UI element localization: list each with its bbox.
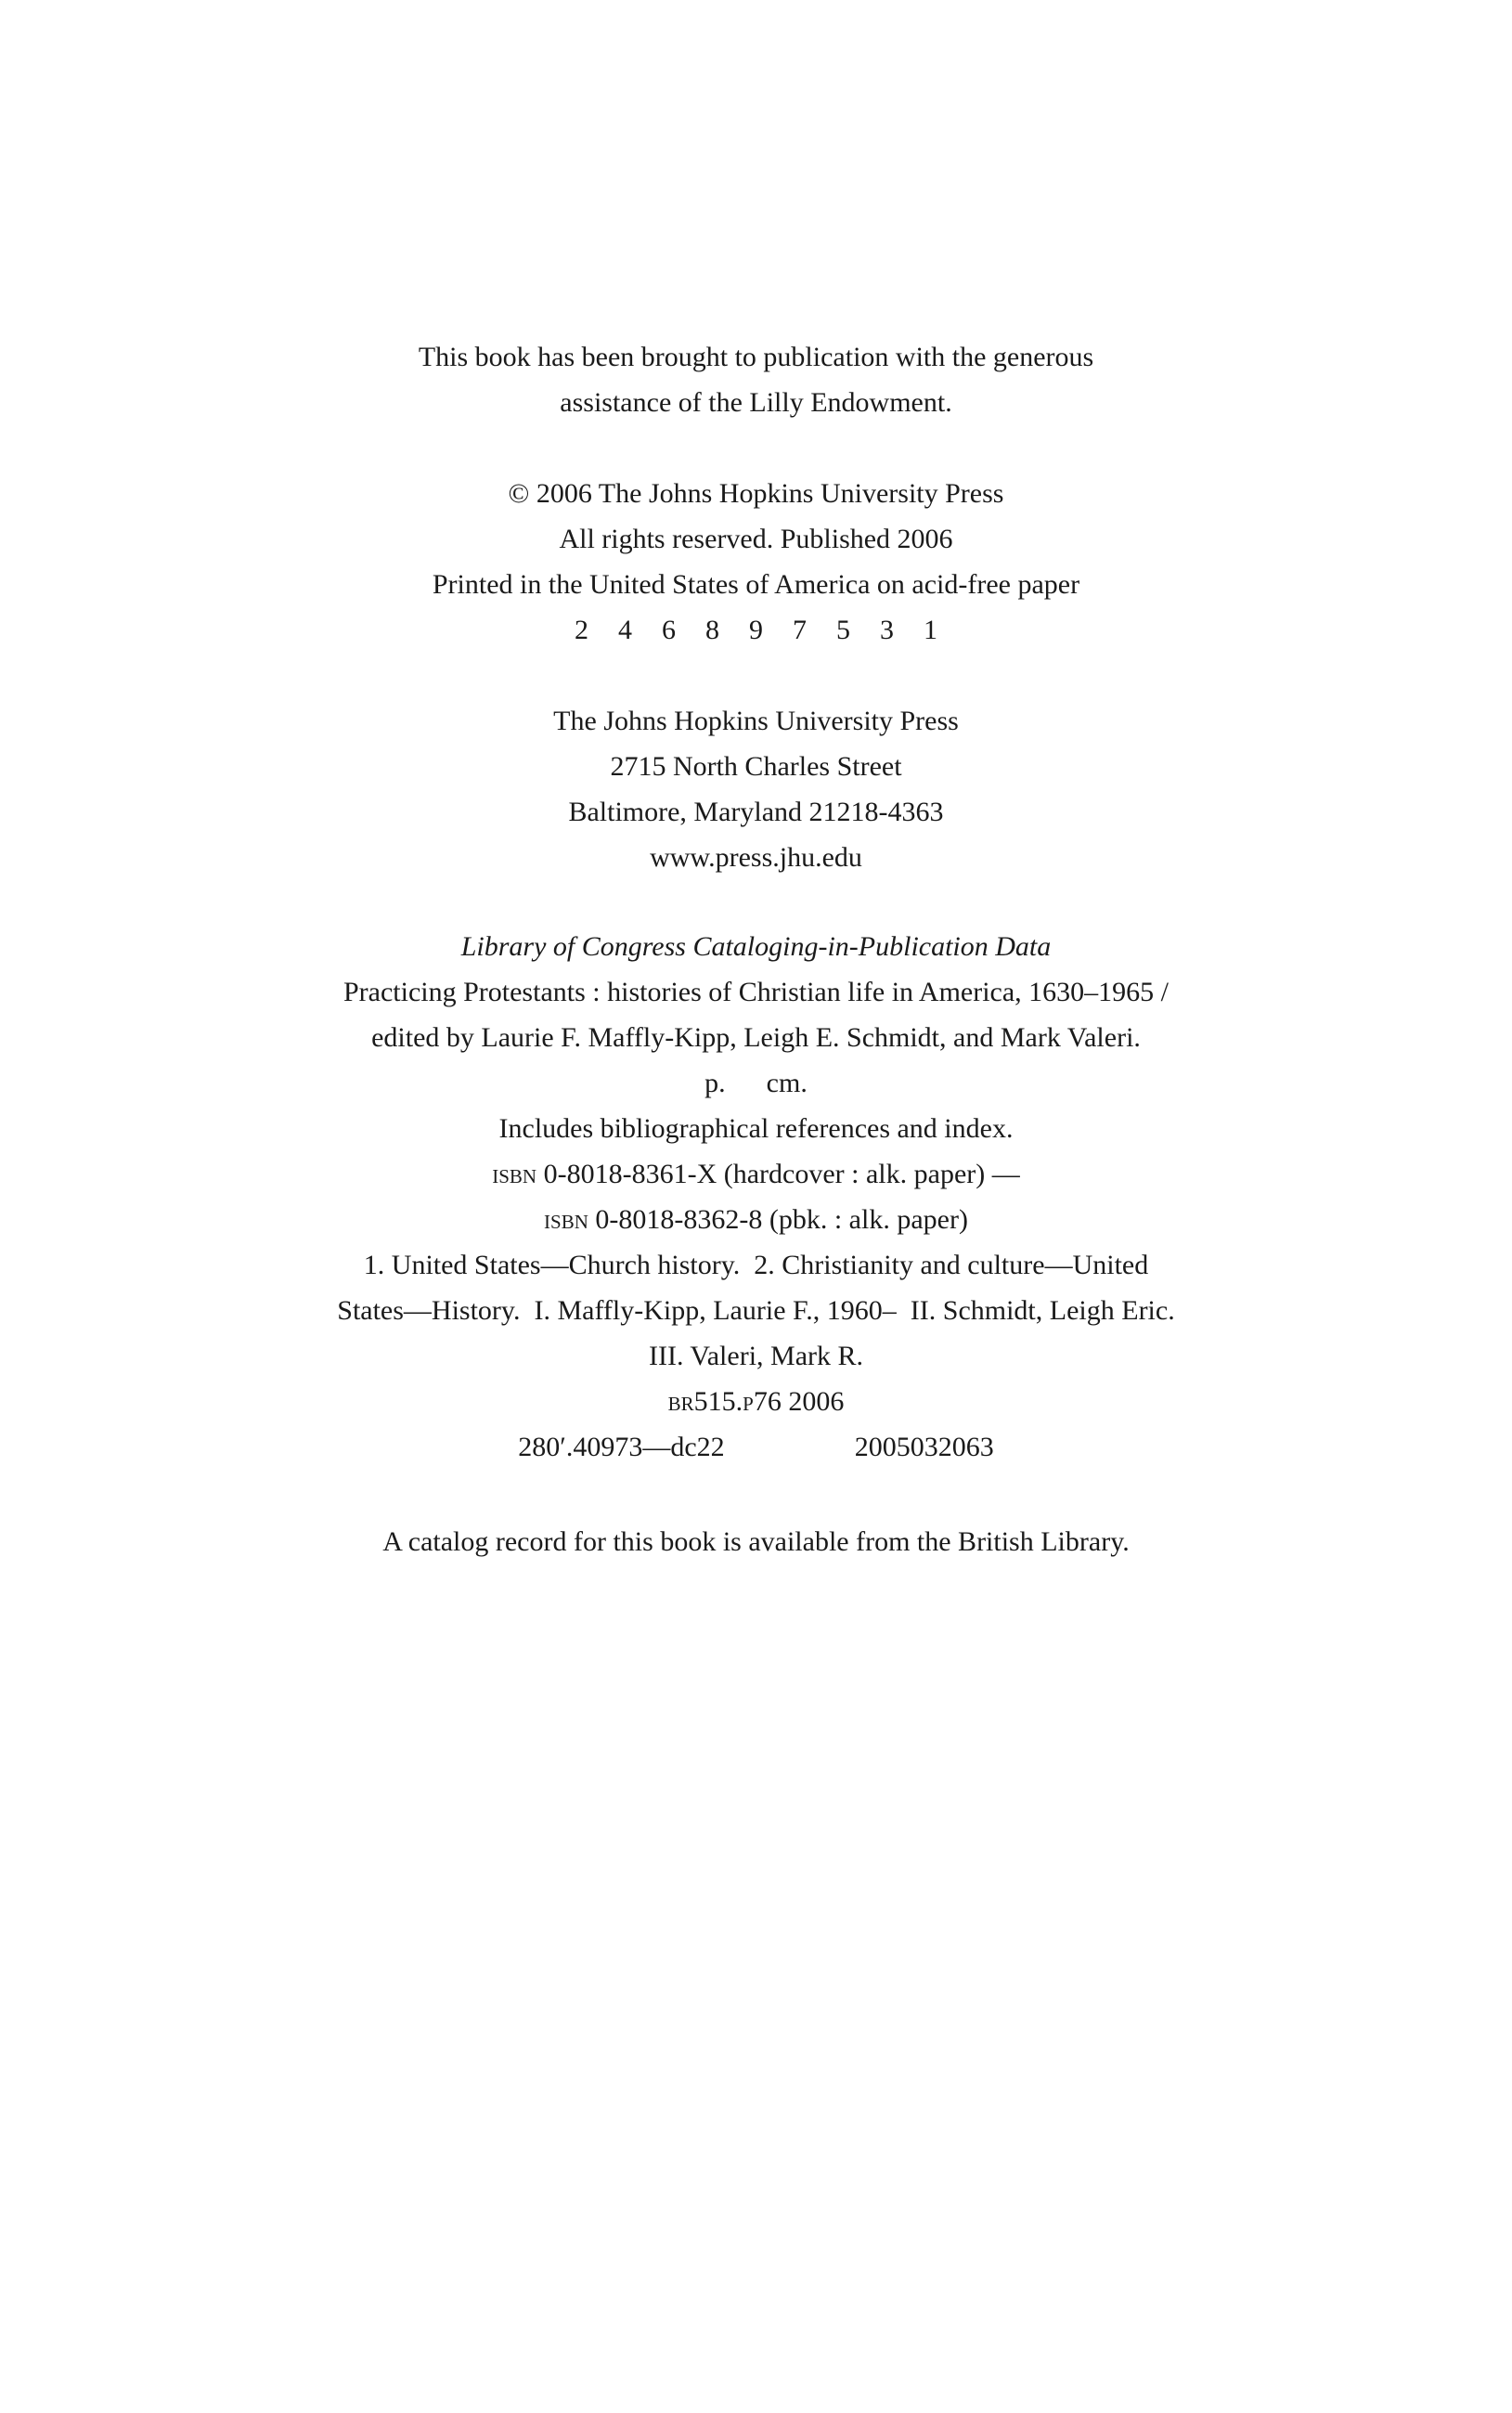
copyright-section: [0, 471, 1512, 653]
rights-statement: All rights reserved. Published 2006: [559, 524, 953, 554]
copyright-notice: © 2006 The Johns Hopkins University Press: [508, 478, 1004, 509]
printer-key-digit: 6: [662, 615, 676, 645]
printing-statement: Printed in the United States of America on acid-free paper: [432, 569, 1080, 600]
cip-notes: Includes bibliographical references and index.: [498, 1113, 1014, 1144]
cip-physical-pages: p.: [704, 1068, 726, 1098]
cip-isbn-paperback: [0, 1197, 1512, 1242]
isbn-paperback-value: 0-8018-8362-8 (pbk. : alk. paper): [595, 1204, 968, 1235]
cip-dewey-lccn: [0, 1424, 1512, 1470]
cip-title-line-1: Practicing Protestants : histories of Christian life in America, 1630–1965 /: [342, 977, 1170, 1007]
british-library-note: [0, 1519, 1512, 1564]
isbn-label: isbn: [492, 1159, 537, 1189]
cip-lc-classification: [0, 1379, 1512, 1424]
british-library-statement: A catalog record for this book is available from the British Library.: [382, 1526, 1130, 1557]
cip-subjects-line-2: States—History. I. Maffly-Kipp, Laurie F., 1960– II. Schmidt, Leigh Eric.: [337, 1295, 1175, 1326]
printer-key-digit: 7: [793, 615, 807, 645]
lc-year: 2006: [788, 1386, 845, 1417]
printer-key-digit: 9: [749, 615, 763, 645]
cip-subjects-line-1: 1. United States—Church history. 2. Christianity and culture—United: [363, 1250, 1149, 1280]
isbn-hardcover-value: 0-8018-8361-X (hardcover : alk. paper) —: [543, 1159, 1020, 1189]
printer-key-digit: 5: [836, 615, 850, 645]
printer-key-digit: 1: [924, 615, 937, 645]
printer-key: [0, 607, 1512, 653]
cip-physical-size: cm.: [766, 1068, 808, 1098]
publisher-street: 2715 North Charles Street: [610, 751, 902, 782]
publisher-address: [0, 698, 1512, 880]
publisher-city: Baltimore, Maryland 21218-4363: [568, 797, 944, 827]
publisher-website: www.press.jhu.edu: [650, 842, 862, 873]
cip-title-line-2: edited by Laurie F. Maffly-Kipp, Leigh E. Schmidt, and Mark Valeri.: [371, 1022, 1141, 1053]
dewey-number: 280′.40973—dc22: [518, 1432, 725, 1462]
printer-key-digit: 4: [618, 615, 632, 645]
publisher-name: The Johns Hopkins University Press: [553, 706, 959, 736]
lccn-number: 2005032063: [854, 1432, 994, 1462]
cip-isbn-hardcover: [0, 1151, 1512, 1197]
cip-physical: [0, 1060, 1512, 1106]
isbn-label: isbn: [544, 1204, 588, 1235]
printer-key-digit: 2: [575, 615, 588, 645]
cip-heading: Library of Congress Cataloging-in-Publication Data: [460, 931, 1052, 962]
cip-data: [0, 924, 1512, 1470]
cip-subjects-line-3: III. Valeri, Mark R.: [648, 1341, 864, 1371]
lc-call-number: br515.p76: [667, 1386, 782, 1417]
funding-line-1: This book has been brought to publication with the generous: [418, 342, 1094, 372]
funding-acknowledgment: [0, 334, 1512, 425]
printer-key-digit: 3: [880, 615, 894, 645]
printer-key-digit: 8: [705, 615, 719, 645]
funding-line-2: assistance of the Lilly Endowment.: [560, 387, 952, 418]
